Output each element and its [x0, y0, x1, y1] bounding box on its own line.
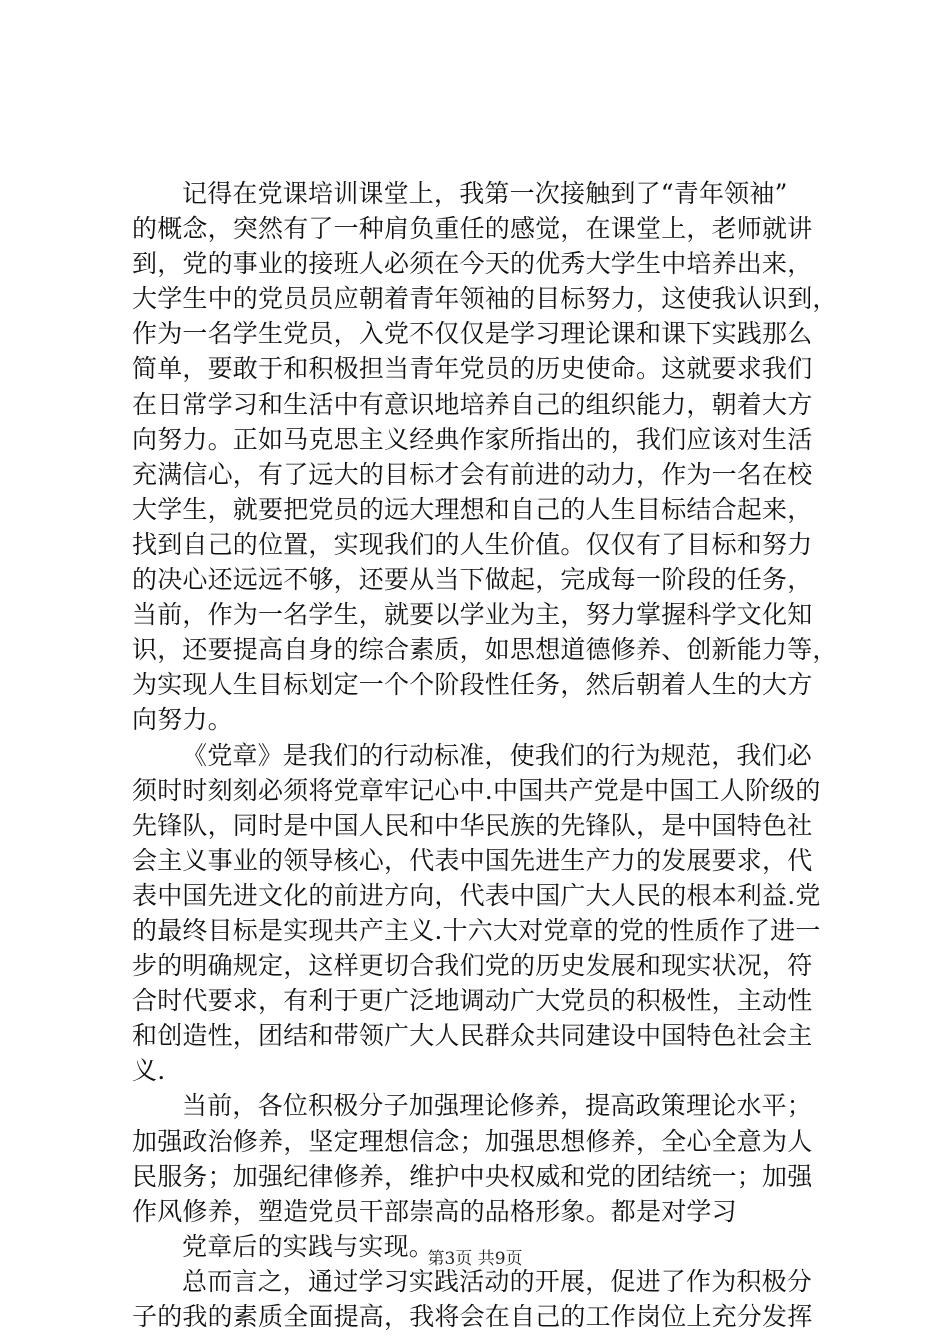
text-line: 须时时刻刻必须将党章牢记心中.中国共产党是中国工人阶级的 [132, 775, 821, 805]
text-line: 合时代要求，有利于更广泛地调动广大党员的积极性，主动性 [132, 986, 813, 1016]
text-line: 的决心还远远不够，还要从当下做起，完成每一阶段的任务， [132, 565, 813, 595]
text-line: 总而言之，通过学习实践活动的开展，促进了作为积极分 [182, 1266, 813, 1296]
text-line: 大学生中的党员员应朝着青年领袖的目标努力，这使我认识到， [132, 284, 838, 314]
text-line: 到，党的事业的接班人必须在今天的优秀大学生中培养出来， [132, 249, 813, 279]
text-line: 向努力。 [132, 705, 233, 735]
text-line: 为实现人生目标划定一个个阶段性任务，然后朝着人生的大方 [132, 670, 813, 700]
document-body [132, 176, 838, 1334]
text-line: 和创造性，团结和带领广大人民群众共同建设中国特色社会主 [132, 1021, 813, 1051]
text-line: 的概念，突然有了一种肩负重任的感觉，在课堂上，老师就讲 [132, 214, 813, 244]
text-line: 表中国先进文化的前进方向，代表中国广大人民的根本利益.党 [132, 880, 821, 910]
text-line: 找到自己的位置，实现我们的人生价值。仅仅有了目标和努力 [132, 529, 813, 559]
text-line: 充满信心，有了远大的目标才会有前进的动力，作为一名在校 [132, 459, 813, 489]
text-line: 向努力。正如马克思主义经典作家所指出的，我们应该对生活 [132, 424, 813, 454]
text-line: 作风修养，塑造党员干部崇高的品格形象。都是对学习 [132, 1196, 737, 1226]
text-line: 步的明确规定，这样更切合我们党的历史发展和现实状况，符 [132, 951, 813, 981]
text-line: 作为一名学生党员，入党不仅仅是学习理论课和课下实践那么 [132, 319, 813, 349]
text-line: 大学生，就要把党员的远大理想和自己的人生目标结合起来， [132, 494, 813, 524]
text-line: 党章后的实践与实现。 [182, 1231, 435, 1261]
page-number-footer: 第3页 共9页 [427, 1249, 523, 1269]
text-line: 子的我的素质全面提高，我将会在自己的工作岗位上充分发挥 [132, 1302, 813, 1331]
text-line: 在日常学习和生活中有意识地培养自己的组织能力，朝着大方 [132, 389, 813, 419]
text-line: 《党章》是我们的行动标准，使我们的行为规范，我们必 [182, 740, 813, 770]
text-line: 当前，各位积极分子加强理论修养，提高政策理论水平； [182, 1091, 813, 1121]
text-line: 加强政治修养，坚定理想信念；加强思想修养，全心全意为人 [132, 1126, 813, 1156]
text-line: 识，还要提高自身的综合素质，如思想道德修养、创新能力等， [132, 635, 838, 665]
text-line: 简单，要敢于和积极担当青年党员的历史使命。这就要求我们 [132, 354, 813, 384]
text-line: 先锋队，同时是中国人民和中华民族的先锋队，是中国特色社 [132, 810, 813, 840]
text-line: 会主义事业的领导核心，代表中国先进生产力的发展要求，代 [132, 845, 813, 875]
text-line: 义. [132, 1056, 166, 1086]
text-line: 当前，作为一名学生，就要以学业为主，努力掌握科学文化知 [132, 600, 813, 630]
text-line: 的最终目标是实现共产主义.十六大对党章的党的性质作了进一 [132, 915, 821, 945]
text-line: 记得在党课培训课堂上，我第一次接触到了“青年领袖” [182, 179, 788, 208]
text-line: 民服务；加强纪律修养，维护中央权威和党的团结统一；加强 [132, 1161, 813, 1191]
